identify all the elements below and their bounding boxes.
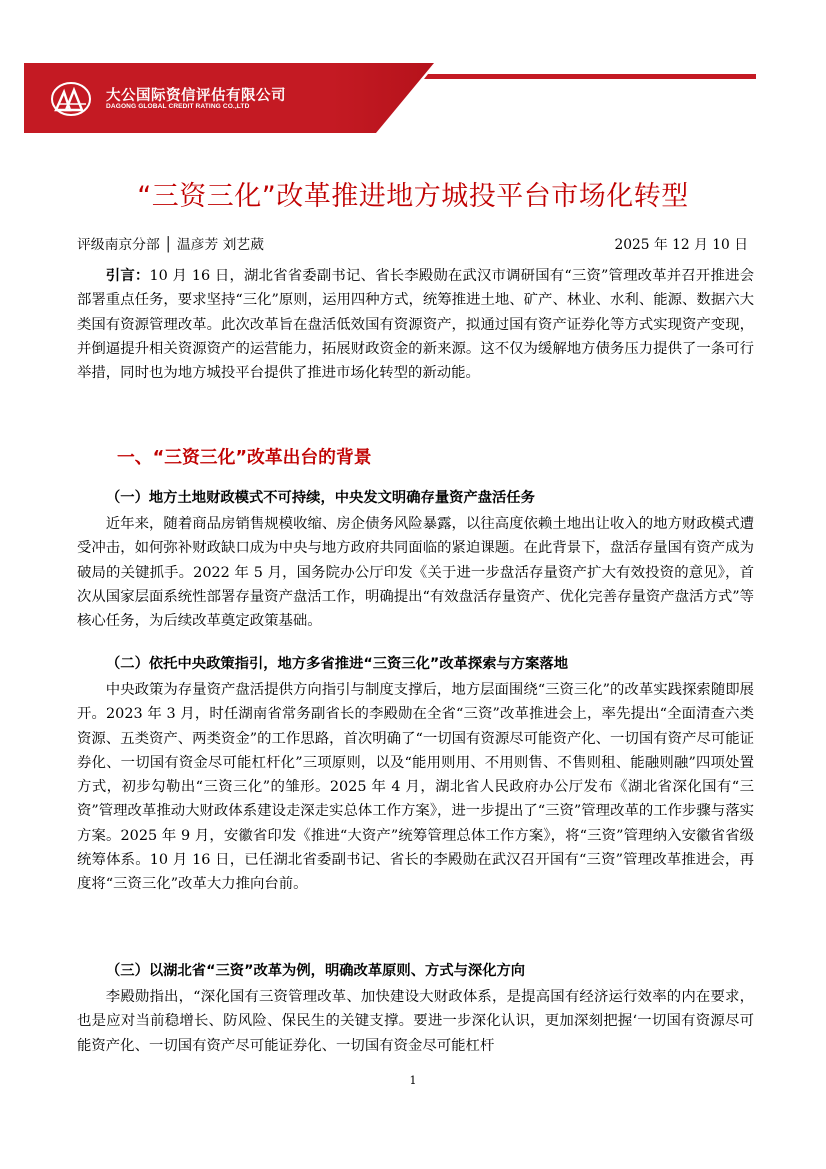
lead-text: 10 月 16 日，湖北省省委副书记、省长李殿勋在武汉市调研国有“三资”管理改革并召开推进会部署重点任务，要求坚持“三化”原则，运用四种方式，统筹推进土地、矿产、林业、水利、能源、数据六大类国有资源管理改革。此次改革旨在盘活低效国有资源资产，拟通过国有资产证券化等方式实现资产变现，并倒逼提升相关资源资产的运营能力，拓展财政资金的新来源。这不仅为缓解地方债务压力提供了一条可行举措，同时也为地方城投平台提供了推进市场化转型的新动能。 <box>77 268 754 382</box>
lead-paragraph <box>77 264 754 385</box>
section-heading: 一、“三资三化”改革出台的背景 <box>117 447 372 468</box>
byline: 评级南京分部 │ 温彦芳 刘艺葳 <box>77 237 265 253</box>
subsection-1-text: 近年来，随着商品房销售规模收缩、房企债务风险暴露，以往高度依赖土地出让收入的地方财政模式遭受冲击，如何弥补财政缺口成为中央与地方政府共同面临的紧迫课题。在此背景下，盘活存量国有资产成为破局的关键抓手。2022 年 5 月，国务院办公厅印发《关于进一步盘活存量资产扩大有效投资的意见》，首次从国家层面系统性部署存量资产盘活工作，明确提出“有效盘活存量资产、优化完善存量资产盘活方式”等核心任务，为后续改革奠定政策基础。 <box>77 516 754 630</box>
company-name-en: DAGONG GLOBAL CREDIT RATING CO.,LTD <box>106 103 250 110</box>
subsection-2-text: 中央政策为存量资产盘活提供方向指引与制度支撑后，地方层面围绕“三资三化”的改革实践探索随即展开。2023 年 3 月，时任湖南省常务副省长的李殿勋在全省“三资”改革推进会上，率先提出“全面清查六类资源、五类资产、两类资金”的工作思路，首次明确了“一切国有资源尽可能资产化、一切国有资产尽可能证券化、一切国有资金尽可能杠杆化”三项原则，以及“能用则用、不用则售、不售则租、能融则融”四项处置方式，初步勾勒出“三资三化”的雏形。2025 年 4 月，湖北省人民政府办公厅发布《湖北省深化国有“三资”管理改革推动大财政体系建设走深走实总体工作方案》，进一步提出了“三资”管理改革的工作步骤与落实方案。2025 年 9 月，安徽省印发《推进“大资产”统筹管理总体工作方案》，将“三资”管理纳入安徽省省级统筹体系。10 月 16 日，已任湖北省委副书记、省长的李殿勋在武汉召开国有“三资”管理改革推进会，再度将“三资三化”改革大力推向台前。 <box>77 682 754 893</box>
subsection-heading-3: （三）以湖北省“三资”改革为例，明确改革原则、方式与深化方向 <box>106 963 526 979</box>
page-number: 1 <box>409 1074 417 1087</box>
dagong-logo-icon <box>50 80 92 118</box>
lead-label: 引言： <box>105 268 150 284</box>
article-title: “三资三化”改革推进地方城投平台市场化转型 <box>137 181 689 212</box>
subsection-heading-1: （一）地方土地财政模式不可持续，中央发文明确存量资产盘活任务 <box>106 490 535 506</box>
subsection-3-text: 李殿勋指出，“深化国有三资管理改革、加快建设大财政体系，是提高国有经济运行效率的内在要求，也是应对当前稳增长、防风险、保民生的关键支撑。要进一步深化认识，更加深刻把握‘一切国有资源尽可能资产化、一切国有资产尽可能证券化、一切国有资金尽可能杠杆 <box>77 989 754 1054</box>
company-name-cn: 大公国际资信评估有限公司 <box>106 88 286 104</box>
publish-date: 2025 年 12 月 10 日 <box>614 237 748 253</box>
subsection-heading-2: （二）依托中央政策指引，地方多省推进“三资三化”改革探索与方案落地 <box>106 656 568 672</box>
